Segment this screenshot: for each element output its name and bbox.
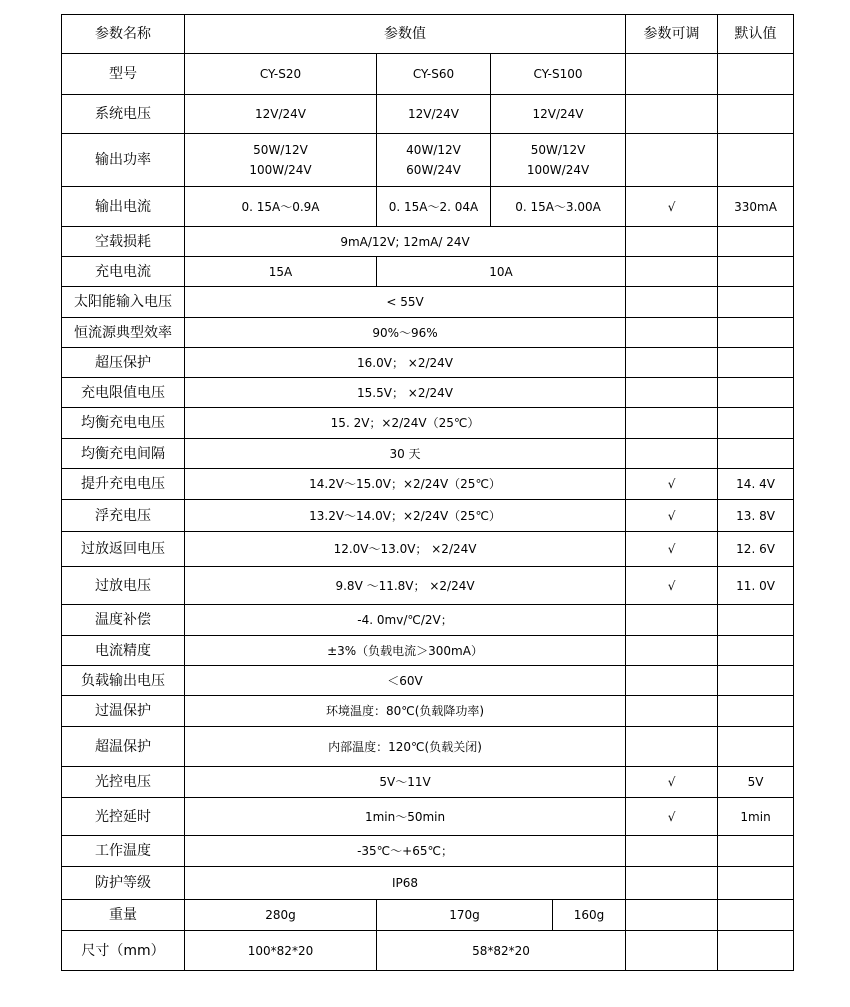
- row-name: 过放返回电压: [62, 532, 185, 567]
- cell-default: 12. 6V: [718, 532, 794, 567]
- cell-value: [491, 134, 626, 187]
- row-name: 输出功率: [62, 134, 185, 187]
- row-name: 重量: [62, 900, 185, 931]
- row-name: 温度补偿: [62, 605, 185, 636]
- row-name: 均衡充电间隔: [62, 439, 185, 469]
- cell-adjustable: [626, 605, 718, 636]
- cell-value: 160g: [553, 900, 626, 931]
- check-icon: √: [626, 567, 718, 605]
- cell-adjustable: [626, 287, 718, 318]
- cell-value: 100*82*20: [185, 931, 377, 971]
- cell-line: 50W/12V: [253, 143, 308, 157]
- cell-value: 15A: [185, 257, 377, 287]
- table-row: [62, 836, 794, 867]
- cell-value: 10A: [377, 257, 626, 287]
- cell-default: 14. 4V: [718, 469, 794, 500]
- cell-line: 40W/12V: [406, 143, 461, 157]
- cell-default: 5V: [718, 767, 794, 798]
- table-row: [62, 900, 794, 931]
- cell-default: [718, 318, 794, 348]
- header-adjustable: 参数可调: [626, 15, 718, 54]
- header-param-name: 参数名称: [62, 15, 185, 54]
- cell-default: [718, 378, 794, 408]
- cell-default: [718, 95, 794, 134]
- cell-default: [718, 605, 794, 636]
- cell-line: 100W/24V: [526, 163, 590, 177]
- table-row: [62, 636, 794, 666]
- cell-value: CY-S60: [377, 54, 491, 95]
- spec-table: [61, 14, 794, 971]
- check-icon: √: [626, 798, 718, 836]
- table-row: [62, 439, 794, 469]
- table-row: [62, 287, 794, 318]
- cell-default: [718, 257, 794, 287]
- row-name: 系统电压: [62, 95, 185, 134]
- cell-value: ＜60V: [185, 666, 626, 696]
- cell-default: [718, 348, 794, 378]
- cell-value: 内部温度：120℃(负载关闭): [185, 727, 626, 767]
- cell-adjustable: [626, 54, 718, 95]
- header-default: 默认值: [718, 15, 794, 54]
- cell-value: 12V/24V: [185, 95, 377, 134]
- cell-adjustable: [626, 257, 718, 287]
- cell-value: 12.0V～13.0V； ×2/24V: [185, 532, 626, 567]
- row-name: 均衡充电电压: [62, 408, 185, 439]
- cell-value: ±3%（负载电流＞300mA）: [185, 636, 626, 666]
- cell-adjustable: [626, 408, 718, 439]
- cell-adjustable: [626, 836, 718, 867]
- cell-value: IP68: [185, 867, 626, 900]
- row-name: 提升充电电压: [62, 469, 185, 500]
- cell-adjustable: [626, 439, 718, 469]
- row-name: 超温保护: [62, 727, 185, 767]
- cell-default: [718, 54, 794, 95]
- row-name: 恒流源典型效率: [62, 318, 185, 348]
- table-row: [62, 378, 794, 408]
- cell-adjustable: [626, 227, 718, 257]
- cell-value: 12V/24V: [377, 95, 491, 134]
- cell-value: 9mA/12V; 12mA/ 24V: [185, 227, 626, 257]
- cell-adjustable: [626, 666, 718, 696]
- cell-adjustable: [626, 636, 718, 666]
- cell-default: [718, 696, 794, 727]
- cell-default: [718, 867, 794, 900]
- row-name: 电流精度: [62, 636, 185, 666]
- row-name: 过放电压: [62, 567, 185, 605]
- row-name: 负载输出电压: [62, 666, 185, 696]
- cell-value: 170g: [377, 900, 553, 931]
- check-icon: √: [626, 500, 718, 532]
- cell-default: [718, 227, 794, 257]
- row-name: 过温保护: [62, 696, 185, 727]
- row-name: 防护等级: [62, 867, 185, 900]
- row-name: 超压保护: [62, 348, 185, 378]
- cell-adjustable: [626, 378, 718, 408]
- cell-adjustable: [626, 867, 718, 900]
- cell-line: 50W/12V: [530, 143, 586, 157]
- row-name: 光控延时: [62, 798, 185, 836]
- cell-default: [718, 134, 794, 187]
- table-row: [62, 532, 794, 567]
- cell-default: [718, 408, 794, 439]
- table-row: [62, 408, 794, 439]
- cell-adjustable: [626, 727, 718, 767]
- cell-default: 13. 8V: [718, 500, 794, 532]
- cell-value: 1min～50min: [185, 798, 626, 836]
- row-name: 太阳能输入电压: [62, 287, 185, 318]
- table-row: [62, 227, 794, 257]
- cell-adjustable: [626, 900, 718, 931]
- table-row: [62, 54, 794, 95]
- cell-value: CY-S100: [491, 54, 626, 95]
- table-row: [62, 500, 794, 532]
- row-name: 型号: [62, 54, 185, 95]
- check-icon: √: [626, 187, 718, 227]
- row-name: 输出电流: [62, 187, 185, 227]
- cell-adjustable: [626, 95, 718, 134]
- cell-value: 环境温度：80℃(负载降功率): [185, 696, 626, 727]
- cell-value: 15.5V； ×2/24V: [185, 378, 626, 408]
- table-row: [62, 696, 794, 727]
- table-row: [62, 867, 794, 900]
- table-row: [62, 95, 794, 134]
- table-row: [62, 798, 794, 836]
- cell-default: 330mA: [718, 187, 794, 227]
- cell-adjustable: [626, 318, 718, 348]
- cell-value: 30 天: [185, 439, 626, 469]
- cell-default: 1min: [718, 798, 794, 836]
- cell-value: < 55V: [185, 287, 626, 318]
- cell-default: [718, 931, 794, 971]
- table-row: [62, 666, 794, 696]
- table-row: [62, 605, 794, 636]
- cell-default: 11. 0V: [718, 567, 794, 605]
- check-icon: √: [626, 532, 718, 567]
- cell-value: [377, 134, 491, 187]
- cell-adjustable: [626, 134, 718, 187]
- table-row: [62, 727, 794, 767]
- row-name: 充电电流: [62, 257, 185, 287]
- table-row: [62, 931, 794, 971]
- cell-value: -4. 0mv/℃/2V；: [185, 605, 626, 636]
- table-row: [62, 318, 794, 348]
- table-row: [62, 469, 794, 500]
- cell-default: [718, 900, 794, 931]
- cell-value: 12V/24V: [491, 95, 626, 134]
- cell-default: [718, 439, 794, 469]
- table-row: [62, 767, 794, 798]
- cell-default: [718, 727, 794, 767]
- cell-adjustable: [626, 696, 718, 727]
- check-icon: √: [626, 767, 718, 798]
- row-name: 光控电压: [62, 767, 185, 798]
- cell-default: [718, 666, 794, 696]
- table-row: [62, 134, 794, 187]
- row-name: 空载损耗: [62, 227, 185, 257]
- cell-value: 0. 15A～2. 04A: [377, 187, 491, 227]
- row-name: 浮充电压: [62, 500, 185, 532]
- cell-default: [718, 287, 794, 318]
- cell-value: [185, 134, 377, 187]
- header-row: [62, 15, 794, 54]
- cell-value: 280g: [185, 900, 377, 931]
- check-icon: √: [626, 469, 718, 500]
- table-row: [62, 567, 794, 605]
- table-row: [62, 257, 794, 287]
- table-row: [62, 187, 794, 227]
- cell-value: 9.8V ～11.8V； ×2/24V: [185, 567, 626, 605]
- cell-line: 100W/24V: [249, 163, 312, 177]
- row-name: 充电限值电压: [62, 378, 185, 408]
- table-row: [62, 348, 794, 378]
- cell-value: 13.2V～14.0V；×2/24V（25℃）: [185, 500, 626, 532]
- cell-value: 14.2V～15.0V；×2/24V（25℃）: [185, 469, 626, 500]
- cell-value: 16.0V； ×2/24V: [185, 348, 626, 378]
- header-param-value: 参数值: [185, 15, 626, 54]
- cell-adjustable: [626, 931, 718, 971]
- cell-adjustable: [626, 348, 718, 378]
- row-name: 工作温度: [62, 836, 185, 867]
- cell-line: 60W/24V: [406, 163, 461, 177]
- cell-default: [718, 836, 794, 867]
- cell-value: 90%～96%: [185, 318, 626, 348]
- cell-value: 0. 15A～0.9A: [185, 187, 377, 227]
- row-name: 尺寸（mm）: [62, 931, 185, 971]
- cell-value: 5V～11V: [185, 767, 626, 798]
- cell-value: 0. 15A～3.00A: [491, 187, 626, 227]
- cell-default: [718, 636, 794, 666]
- cell-value: -35℃～+65℃；: [185, 836, 626, 867]
- cell-value: 15. 2V；×2/24V（25℃）: [185, 408, 626, 439]
- cell-value: 58*82*20: [377, 931, 626, 971]
- cell-value: CY-S20: [185, 54, 377, 95]
